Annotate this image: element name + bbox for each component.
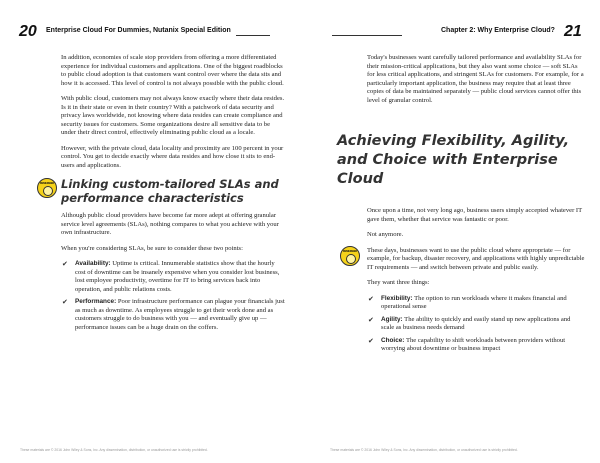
header-rule [332,35,402,36]
checkmark-icon: ✔ [62,298,68,306]
bullet-term: Performance: [75,298,117,305]
bullet-list [367,295,585,354]
bullet-text: The ability to quickly and easily stand up new applications and scale as business needs demand [381,315,571,331]
bullet-term: Availability: [75,260,111,267]
section-heading-block [337,128,585,199]
paragraph: Although public cloud providers have become far more adept at offering granular service level agreements (SLAs), nothing compares to what you achieve with your own infrastructure. [61,212,279,236]
checkmark-icon: ✔ [62,260,68,268]
running-head: Enterprise Cloud For Dummies, Nutanix Special Edition [46,27,231,34]
paragraph: Not anymore. [367,231,404,238]
paragraph: When you're considering SLAs, be sure to consider these two points: [61,244,243,252]
copyright-footer: These materials are © 2016 John Wiley & Sons, Inc. Any dissemination, distribution, or unauthorized use is strictly prohibited. [20,448,208,452]
remember-label: REMEMBER [39,182,55,185]
paragraph: Today's businesses want carefully tailored performance and availability SLAs for their mission-critical applications, but they also want some choice — soft SLAs for less critical applications, and stringent SLAs for customers. For example, for a particularly important application, the business may require that at least three copies of data be maintained separately — public cloud services cannot offer this level of granular control. [367,54,584,104]
list-item [367,295,585,312]
bullet-text: Poor infrastructure performance can plague your financials just as much as downtime. As employees struggle to get their work done and as customers struggle to do business with you — and eventually give up — performance issues can be a huge drain on the coffers. [75,298,285,331]
bullet-text: Uptime is critical. Innumerable statistics show that the hourly cost of downtime can be insanely expensive when you consider lost business, lost employee productivity, overtime for IT to bring services back into operation, and public relations costs. [75,260,280,293]
paragraph: These days, businesses want to use the public cloud where appropriate — for example, for backup, disaster recovery, and applications with highly unpredictable IT requirements — and switch between private and public easily. [367,246,585,271]
checkmark-icon: ✔ [368,294,374,303]
section-heading: Achieving Flexibility, Agility, and Choice with Enterprise Cloud [337,133,570,187]
checkmark-icon: ✔ [368,336,374,345]
copyright-footer: These materials are © 2016 John Wiley & Sons, Inc. Any dissemination, distribution, or unauthorized use is strictly prohibited. [330,448,518,452]
bullet-list [61,260,285,332]
paragraph: They want three things: [367,279,430,286]
remember-label: REMEMBER [342,250,358,253]
list-item [61,260,285,294]
list-item [367,316,585,333]
bullet-term: Flexibility: [381,294,413,302]
list-item [367,337,585,354]
paragraph: In addition, economies of scale stop providers from offering a more differentiated experience for individual customers and applications. One of the biggest roadblocks to public cloud adoption is that customers want control over where the data sits and how it is accessed. This level of control is not always possible with the public cloud. [61,54,284,87]
section-heading: Linking custom-tailored SLAs and performance characteristics [61,177,279,205]
page-number: 20 [19,23,37,40]
checkmark-icon: ✔ [368,315,374,324]
remember-icon [37,178,57,198]
right-column [367,207,585,358]
remember-face [346,254,356,264]
paragraph: With public cloud, customers may not always know exactly where their data resides. Is it in their state or even in their country? With a patchwork of data security and privacy laws worldwide, not knowing where data resides can create compliance and security issues for customers. Some organizations desire all sensitive data to be under their direct control, effectively eliminating public cloud as a locale. [61,95,285,136]
paragraph: However, with the private cloud, data locality and proximity are 100 percent in your control. You get to decide exactly where data resides and how close it sits to end-users and applications. [61,144,284,169]
right-page [300,0,600,463]
paragraph: Once upon a time, not very long ago, business users simply accepted whatever IT gave them, whether that service was fantastic or poor. [367,207,583,223]
list-item [61,298,285,332]
remember-icon [340,246,360,266]
bullet-term: Choice: [381,336,405,344]
left-column [61,54,285,336]
intro-column [367,54,585,112]
running-head: Chapter 2: Why Enterprise Cloud? [441,27,555,34]
remember-face [43,186,53,196]
page-number: 21 [564,23,582,40]
bullet-term: Agility: [381,315,403,323]
bullet-text: The capability to shift workloads between providers without worrying about downtime or business impact [381,336,566,352]
header-rule [236,35,270,36]
bullet-text: The option to run workloads where it makes financial and operational sense [381,294,567,310]
